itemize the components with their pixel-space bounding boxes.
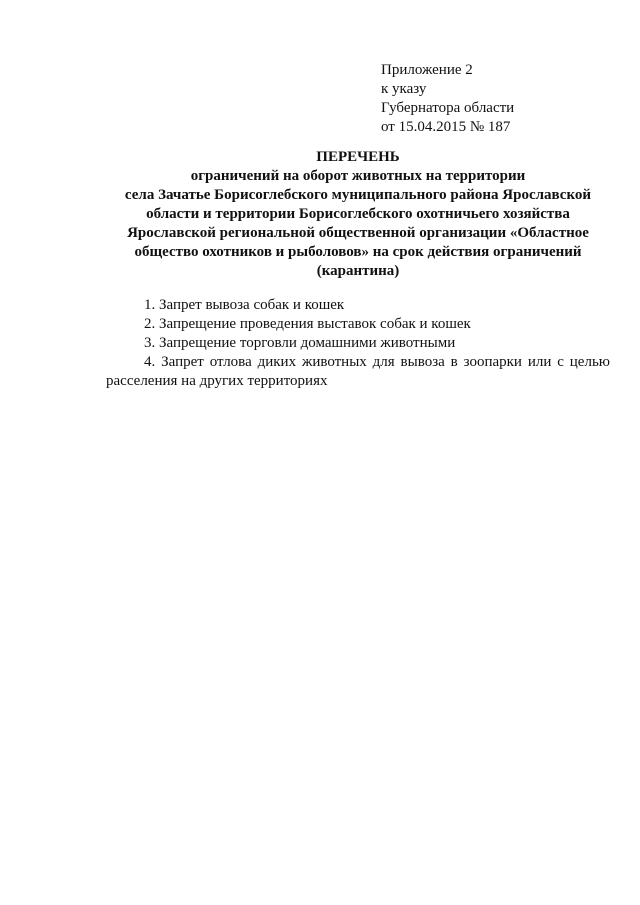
restrictions-list [106, 296, 610, 391]
appendix-reference: к указу [381, 81, 427, 97]
heading-line: области и территории Борисоглебского охотничьего хозяйства [146, 206, 570, 222]
appendix-header [381, 61, 514, 137]
appendix-label: Приложение 2 [381, 62, 473, 78]
list-item: 4. Запрет отлова диких животных для вывоза в зоопарки или с целью расселения на других территориях [106, 354, 610, 389]
list-item: 2. Запрещение проведения выставок собак и кошек [144, 316, 471, 332]
appendix-date-number: от 15.04.2015 № 187 [381, 119, 511, 135]
heading-line: (карантина) [316, 263, 400, 279]
document-title: ПЕРЕЧЕНЬ [316, 149, 400, 165]
heading-line: Ярославской региональной общественной организации «Областное [127, 225, 589, 241]
list-item: 1. Запрет вывоза собак и кошек [144, 297, 345, 313]
appendix-authority: Губернатора области [381, 100, 515, 116]
heading-line: села Зачатье Борисоглебского муниципального района Ярославской [124, 187, 592, 203]
heading-line: общество охотников и рыболовов» на срок действия ограничений [134, 244, 582, 260]
list-item: 3. Запрещение торговли домашними животными [144, 335, 456, 351]
heading-line: ограничений на оборот животных на территории [190, 168, 526, 184]
document-heading [100, 148, 616, 281]
